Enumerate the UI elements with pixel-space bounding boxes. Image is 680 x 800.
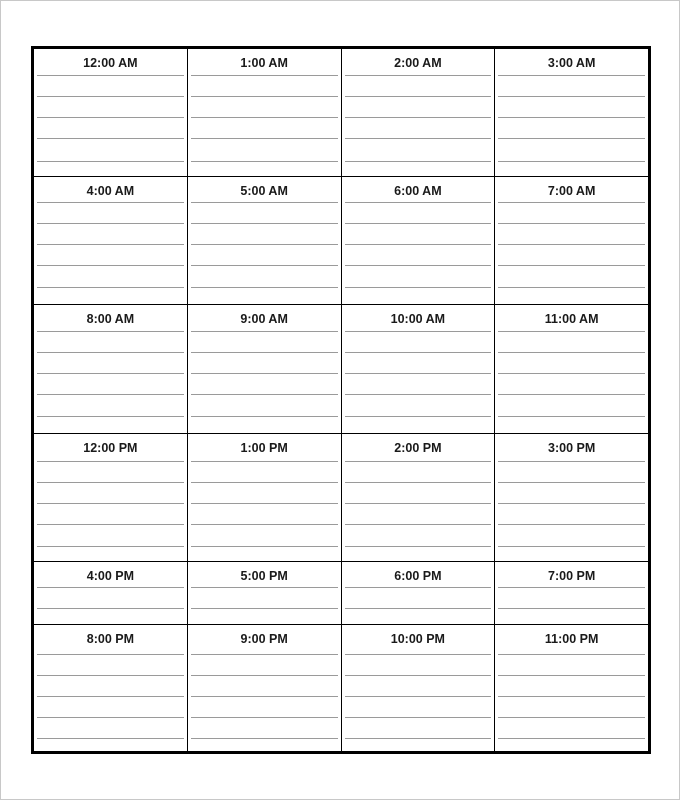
time-slot-cell[interactable] — [495, 177, 648, 304]
writing-line — [37, 287, 184, 288]
writing-line — [37, 738, 184, 739]
writing-line — [345, 587, 492, 588]
writing-line — [37, 587, 184, 588]
writing-line — [345, 503, 492, 504]
time-label: 2:00 PM — [394, 441, 442, 455]
time-slot-cell[interactable] — [34, 49, 188, 176]
writing-line — [191, 373, 338, 374]
writing-line — [345, 352, 492, 353]
writing-line — [191, 416, 338, 417]
writing-line — [191, 546, 338, 547]
writing-line — [37, 503, 184, 504]
time-label: 6:00 PM — [394, 569, 442, 583]
schedule-row — [34, 177, 648, 305]
writing-line — [498, 524, 645, 525]
time-slot-cell[interactable] — [34, 434, 188, 561]
writing-line — [345, 524, 492, 525]
writing-line — [191, 117, 338, 118]
time-label: 3:00 AM — [547, 56, 596, 70]
time-slot-cell[interactable] — [188, 305, 342, 433]
writing-line — [345, 675, 492, 676]
schedule-row — [34, 625, 648, 751]
writing-line — [498, 608, 645, 609]
writing-line — [498, 244, 645, 245]
time-label: 9:00 PM — [240, 632, 288, 646]
schedule-row — [34, 305, 648, 434]
writing-line — [345, 287, 492, 288]
writing-line — [498, 373, 645, 374]
writing-line — [37, 265, 184, 266]
writing-line — [345, 394, 492, 395]
writing-line — [498, 265, 645, 266]
time-slot-cell[interactable] — [188, 434, 342, 561]
writing-line — [345, 265, 492, 266]
writing-line — [498, 587, 645, 588]
writing-line — [345, 654, 492, 655]
writing-line — [37, 75, 184, 76]
writing-line — [498, 202, 645, 203]
writing-line — [191, 482, 338, 483]
writing-line — [498, 138, 645, 139]
time-slot-cell[interactable] — [495, 625, 648, 751]
writing-line — [345, 738, 492, 739]
writing-line — [37, 202, 184, 203]
time-label: 6:00 AM — [394, 184, 442, 198]
writing-line — [191, 138, 338, 139]
time-slot-cell[interactable] — [495, 49, 648, 176]
schedule-row — [34, 49, 648, 177]
hourly-schedule-grid — [31, 46, 651, 754]
writing-line — [191, 287, 338, 288]
writing-line — [345, 461, 492, 462]
writing-line — [37, 416, 184, 417]
time-slot-cell[interactable] — [34, 305, 188, 433]
time-slot-cell[interactable] — [342, 434, 496, 561]
time-slot-cell[interactable] — [188, 562, 342, 624]
writing-line — [498, 675, 645, 676]
writing-line — [37, 331, 184, 332]
time-label: 3:00 PM — [548, 441, 596, 455]
writing-line — [37, 675, 184, 676]
writing-line — [498, 331, 645, 332]
writing-line — [191, 75, 338, 76]
writing-line — [345, 161, 492, 162]
writing-line — [191, 654, 338, 655]
writing-line — [37, 546, 184, 547]
writing-line — [37, 244, 184, 245]
time-slot-cell[interactable] — [495, 305, 648, 433]
time-label: 1:00 PM — [240, 441, 288, 455]
time-slot-cell[interactable] — [342, 305, 496, 433]
writing-line — [345, 117, 492, 118]
writing-line — [345, 202, 492, 203]
writing-line — [345, 75, 492, 76]
writing-line — [37, 717, 184, 718]
time-slot-cell[interactable] — [188, 625, 342, 751]
writing-line — [498, 461, 645, 462]
writing-line — [498, 503, 645, 504]
writing-line — [191, 587, 338, 588]
time-label: 5:00 PM — [240, 569, 288, 583]
schedule-row — [34, 562, 648, 625]
time-label: 12:00 PM — [83, 441, 138, 455]
writing-line — [345, 373, 492, 374]
writing-line — [37, 96, 184, 97]
writing-line — [37, 482, 184, 483]
time-slot-cell[interactable] — [34, 625, 188, 751]
writing-line — [191, 202, 338, 203]
writing-line — [498, 287, 645, 288]
time-slot-cell[interactable] — [495, 562, 648, 624]
writing-line — [191, 352, 338, 353]
writing-line — [191, 608, 338, 609]
schedule-row — [34, 434, 648, 562]
writing-line — [345, 717, 492, 718]
writing-line — [345, 223, 492, 224]
writing-line — [191, 675, 338, 676]
writing-line — [37, 696, 184, 697]
time-label: 4:00 AM — [86, 184, 135, 198]
time-label: 2:00 AM — [394, 56, 442, 70]
writing-line — [191, 161, 338, 162]
writing-line — [498, 717, 645, 718]
time-slot-cell[interactable] — [188, 49, 342, 176]
writing-line — [498, 416, 645, 417]
time-slot-cell[interactable] — [495, 434, 648, 561]
writing-line — [498, 352, 645, 353]
writing-line — [191, 524, 338, 525]
time-label: 11:00 PM — [544, 632, 599, 646]
writing-line — [345, 416, 492, 417]
writing-line — [37, 373, 184, 374]
writing-line — [498, 117, 645, 118]
time-label: 7:00 PM — [548, 569, 596, 583]
writing-line — [345, 546, 492, 547]
writing-line — [498, 738, 645, 739]
writing-line — [191, 461, 338, 462]
writing-line — [191, 738, 338, 739]
writing-line — [191, 696, 338, 697]
writing-line — [345, 244, 492, 245]
writing-line — [37, 608, 184, 609]
time-label: 8:00 AM — [86, 312, 135, 326]
writing-line — [37, 117, 184, 118]
time-slot-cell[interactable] — [188, 177, 342, 304]
writing-line — [191, 244, 338, 245]
writing-line — [37, 654, 184, 655]
writing-line — [498, 394, 645, 395]
writing-line — [37, 352, 184, 353]
writing-line — [191, 265, 338, 266]
writing-line — [191, 223, 338, 224]
writing-line — [498, 482, 645, 483]
time-label: 12:00 AM — [83, 56, 138, 70]
writing-line — [37, 223, 184, 224]
writing-line — [191, 503, 338, 504]
time-label: 8:00 PM — [86, 632, 134, 646]
writing-line — [345, 331, 492, 332]
writing-line — [345, 96, 492, 97]
writing-line — [345, 608, 492, 609]
writing-line — [498, 161, 645, 162]
writing-line — [498, 75, 645, 76]
writing-line — [191, 394, 338, 395]
writing-line — [191, 717, 338, 718]
time-label: 11:00 AM — [544, 312, 599, 326]
writing-line — [498, 546, 645, 547]
writing-line — [498, 223, 645, 224]
writing-line — [37, 161, 184, 162]
writing-line — [37, 461, 184, 462]
writing-line — [191, 96, 338, 97]
time-slot-cell[interactable] — [342, 625, 496, 751]
writing-line — [498, 696, 645, 697]
time-label: 7:00 AM — [547, 184, 596, 198]
writing-line — [191, 331, 338, 332]
time-slot-cell[interactable] — [342, 177, 496, 304]
writing-line — [37, 394, 184, 395]
writing-line — [345, 138, 492, 139]
time-slot-cell[interactable] — [34, 177, 188, 304]
time-slot-cell[interactable] — [34, 562, 188, 624]
writing-line — [498, 654, 645, 655]
time-slot-cell[interactable] — [342, 562, 496, 624]
writing-line — [345, 482, 492, 483]
time-label: 10:00 AM — [390, 312, 446, 326]
writing-line — [37, 138, 184, 139]
time-slot-cell[interactable] — [342, 49, 496, 176]
time-label: 10:00 PM — [390, 632, 445, 646]
time-label: 9:00 AM — [240, 312, 288, 326]
time-label: 1:00 AM — [240, 56, 288, 70]
writing-line — [498, 96, 645, 97]
time-label: 5:00 AM — [240, 184, 288, 198]
writing-line — [345, 696, 492, 697]
time-label: 4:00 PM — [86, 569, 134, 583]
writing-line — [37, 524, 184, 525]
